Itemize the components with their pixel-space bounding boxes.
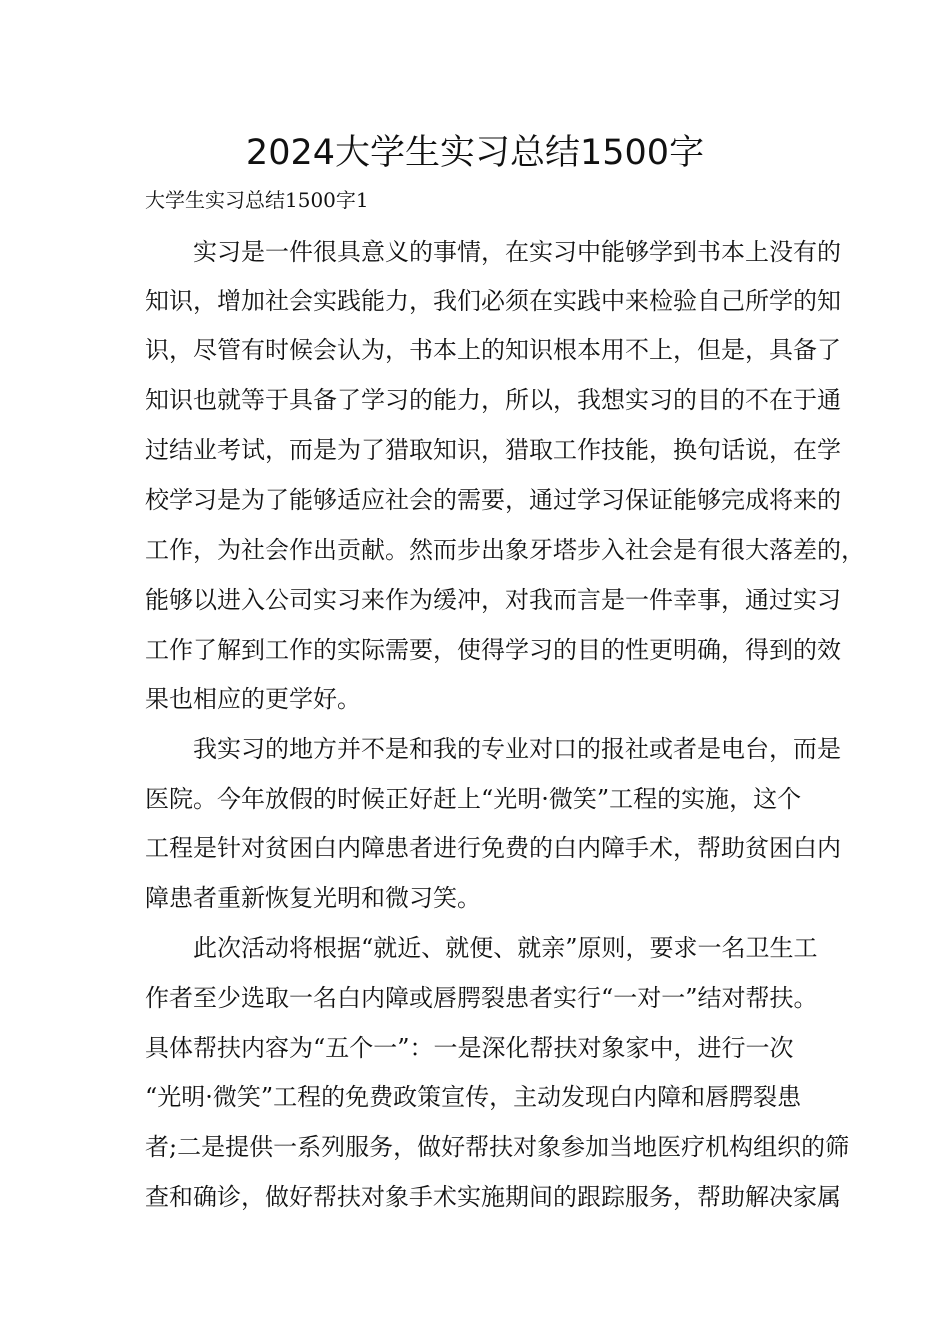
paragraph-line: 工作，为社会作出贡献。然而步出象牙塔步入社会是有很大落差的， — [145, 536, 865, 564]
paragraph-line: 我实习的地方并不是和我的专业对口的报社或者是电台，而是 — [193, 735, 841, 763]
paragraph-line: 实习是一件很具意义的事情，在实习中能够学到书本上没有的 — [193, 238, 841, 266]
paragraph-line: 过结业考试，而是为了猎取知识，猎取工作技能，换句话说，在学 — [145, 436, 841, 464]
paragraph-line: 工作了解到工作的实际需要，使得学习的目的性更明确，得到的效 — [145, 636, 841, 664]
paragraph-line: 障患者重新恢复光明和微习笑。 — [145, 884, 481, 912]
paragraph-line: 识，尽管有时候会认为，书本上的知识根本用不上，但是，具备了 — [145, 336, 841, 364]
paragraph-line: 果也相应的更学好。 — [145, 685, 361, 713]
paragraph-line: 此次活动将根据“就近、就便、就亲”原则，要求一名卫生工 — [193, 934, 818, 962]
paragraph-line: 作者至少选取一名白内障或唇腭裂患者实行“一对一”结对帮扶。 — [145, 984, 818, 1012]
paragraph-line: 知识也就等于具备了学习的能力，所以，我想实习的目的不在于通 — [145, 386, 841, 414]
document-title: 2024大学生实习总结1500字 — [245, 133, 705, 173]
paragraph-line: 校学习是为了能够适应社会的需要，通过学习保证能够完成将来的 — [145, 486, 841, 514]
paragraph-line: 者;二是提供一系列服务，做好帮扶对象参加当地医疗机构组织的筛 — [145, 1133, 850, 1161]
paragraph-line: 查和确诊，做好帮扶对象手术实施期间的跟踪服务，帮助解决家属 — [145, 1183, 841, 1211]
paragraph-line: 具体帮扶内容为“五个一”：一是深化帮扶对象家中，进行一次 — [145, 1034, 794, 1062]
paragraph-line: 医院。今年放假的时候正好赶上“光明·微笑”工程的实施，这个 — [145, 785, 802, 813]
section-heading: 大学生实习总结1500字1 — [145, 188, 369, 212]
paragraph-line: “光明·微笑”工程的免费政策宣传，主动发现白内障和唇腭裂患 — [145, 1083, 802, 1111]
paragraph-line: 能够以进入公司实习来作为缓冲，对我而言是一件幸事，通过实习 — [145, 586, 841, 614]
paragraph-line: 工程是针对贫困白内障患者进行免费的白内障手术，帮助贫困白内 — [145, 834, 841, 862]
paragraph-line: 知识，增加社会实践能力，我们必须在实践中来检验自己所学的知 — [145, 287, 841, 315]
